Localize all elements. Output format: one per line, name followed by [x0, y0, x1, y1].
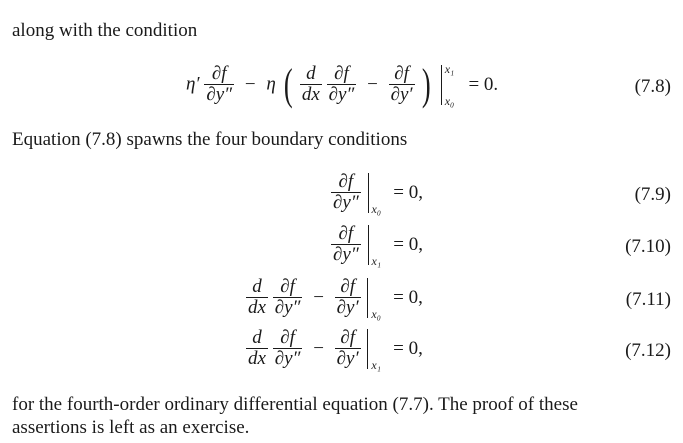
equation-number-7-8: (7.8) — [634, 76, 671, 97]
equation-7-11 — [246, 276, 423, 321]
fraction-df-dypp: $\frac{\partial f}{\partial y''}$ — [206, 63, 233, 105]
eta-prime: η′ — [186, 73, 200, 95]
minus-sign: − — [244, 73, 256, 95]
minus-sign-inner: − — [367, 73, 378, 95]
closing-text-line-1: for the fourth-order ordinary differential equation (7.7). The proof of these — [12, 394, 578, 415]
eval-point: x₁ — [371, 357, 381, 372]
evaluation-bar — [368, 225, 381, 268]
equation-7-12 — [246, 327, 423, 372]
fraction-df-dypp-inner: $\frac{\partial f}{\partial y''}$ — [328, 63, 355, 105]
equation-number-7-10: (7.10) — [625, 236, 671, 257]
minus-sign: − — [313, 286, 324, 308]
evaluation-bar — [367, 278, 381, 321]
equation-number-7-9: (7.9) — [634, 184, 671, 205]
evaluation-bar — [441, 61, 455, 108]
rhs: = 0, — [393, 181, 423, 203]
equation-7-9 — [331, 171, 423, 216]
middle-text: Equation (7.8) spawns the four boundary conditions — [12, 129, 408, 150]
fraction-df-dyp: $\frac{\partial f}{\partial y'}$ — [336, 276, 359, 318]
rhs: = 0, — [393, 337, 423, 359]
right-paren: ) — [422, 59, 432, 109]
fraction-d-dx: $\frac{d}{dx}$ — [301, 63, 320, 105]
equation-number-7-12: (7.12) — [625, 340, 671, 361]
fraction-df-dyp: $\frac{\partial f}{\partial y'}$ — [336, 327, 359, 369]
intro-text: along with the condition — [12, 20, 198, 41]
fraction-df-dypp: $\frac{\partial f}{\partial y''}$ — [274, 276, 301, 318]
upper-limit: x₁ — [444, 61, 455, 76]
fraction-df-dypp: $\frac{\partial f}{\partial y''}$ — [333, 171, 359, 213]
eval-point: x₁ — [371, 253, 381, 268]
eta: η — [266, 73, 276, 95]
closing-text-line-2: assertions is left as an exercise. — [12, 417, 250, 438]
rhs: = 0, — [393, 286, 423, 308]
lower-limit: x₀ — [444, 93, 455, 108]
fraction-d-dx: $\frac{d}{dx}$ — [248, 276, 266, 318]
equation-7-10 — [331, 223, 423, 268]
evaluation-bar — [367, 329, 381, 372]
eval-point: x₀ — [371, 201, 381, 216]
minus-sign: − — [313, 337, 324, 359]
equation-7-8 — [186, 59, 499, 109]
rhs: = 0. — [468, 73, 499, 95]
rhs: = 0, — [393, 233, 423, 255]
fraction-df-dypp: $\frac{\partial f}{\partial y''}$ — [274, 327, 301, 369]
fraction-df-dyp: $\frac{\partial f}{\partial y'}$ — [390, 63, 413, 105]
fraction-df-dypp: $\frac{\partial f}{\partial y''}$ — [333, 223, 359, 265]
evaluation-bar — [368, 173, 381, 216]
equation-number-7-11: (7.11) — [625, 289, 671, 310]
fraction-d-dx: $\frac{d}{dx}$ — [248, 327, 266, 369]
left-paren: ( — [283, 59, 293, 109]
eval-point: x₀ — [371, 306, 381, 321]
